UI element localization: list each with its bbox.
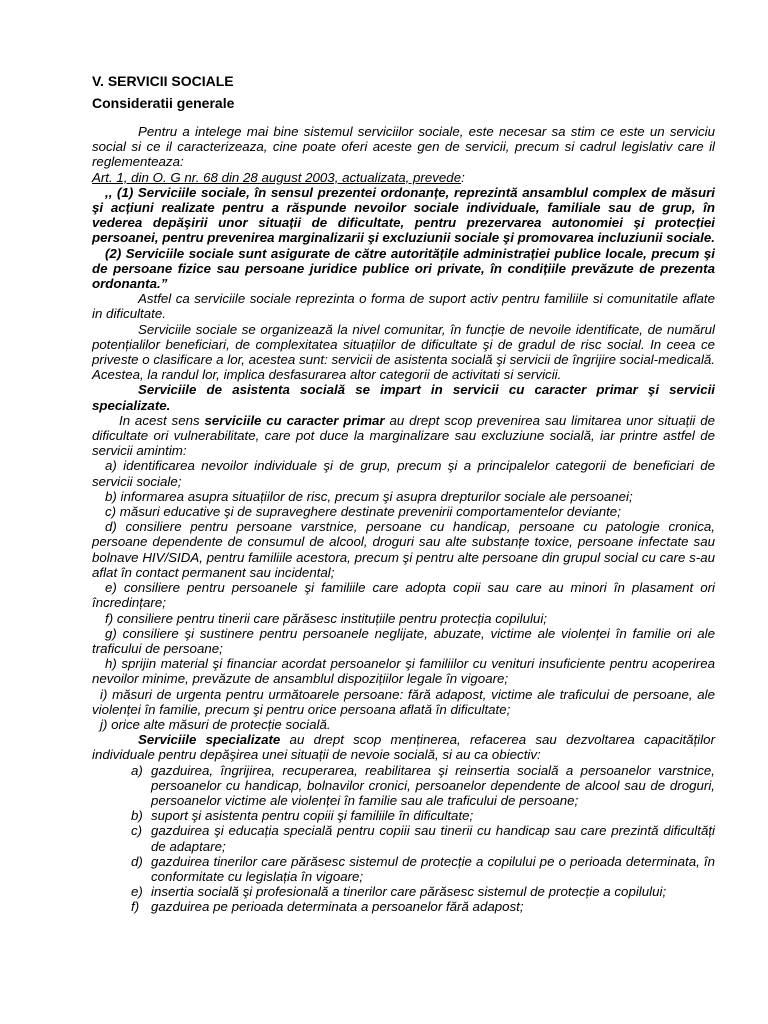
intro-paragraph: Pentru a intelege mai bine sistemul serviciilor sociale, este necesar sa stim ce este un serviciu social si ce il caracterizeaza, cine poate oferi aceste gen de servicii, precum si cadrul legislativ care il reglementeaza: [92, 124, 715, 170]
list-item: e) consiliere pentru persoanele şi familiile care adopta copii sau care au minori în plasament ori încredințare; [92, 580, 715, 611]
organization-paragraph: Serviciile sociale se organizează la nivel comunitar, în funcție de nevoile identificate, de numărul potențialilor beneficiari, de complexitatea situațiilor de dificultate şi de gradul de risc social. In ceea ce priveste o clasificare a lor, acestea sunt: servicii de asistenta socială şi servicii de îngrijire social-medicală. Acestea, la randul lor, implica desfasurarea altor categorii de activitati si servicii. [92, 321, 715, 383]
specialized-rest: au drept scop menținerea, refacerea sau dezvoltarea capacităților individuale pentru depăşirea unei situații de nevoie socială, si au ca obiectiv: [92, 732, 716, 763]
list-item: b) informarea asupra situațiilor de risc, precum şi asupra drepturilor sociale ale persoanei; [105, 488, 633, 504]
primary-services-list [92, 458, 715, 732]
list-text: gazduirea tinerilor care părăsesc sistemul de protecție a copilului pe o perioada determinata, în conformitate cu legislația în vigoare; [151, 853, 715, 884]
section-title: V. SERVICII SOCIALE [92, 73, 234, 89]
list-text: suport şi asistenta pentru copiii şi familiile în dificultate; [151, 808, 474, 824]
specialized-services-paragraph [92, 732, 715, 762]
list-item: j) orice alte măsuri de protecție socială. [100, 716, 331, 732]
subsection-title: Consideratii generale [92, 95, 235, 111]
list-item [92, 899, 715, 914]
division-paragraph: Serviciile de asistenta socială se impart in servicii cu caracter primar şi servicii specializate. [92, 382, 715, 413]
list-marker: f) [131, 899, 140, 915]
article-reference [92, 170, 715, 185]
specialized-bold: Serviciile specializate [138, 732, 281, 748]
law-quote-2: (2) Serviciile sociale sunt asigurate de către autoritățile administrației publice locale, precum şi de persoane fizice sau persoane juridice publice ori private, în condițiile prevăzute de prezenta ordonanta.” [92, 245, 715, 292]
list-item [92, 854, 715, 884]
list-item: c) măsuri educative şi de supraveghere destinate prevenirii comportamentelor deviante; [105, 504, 621, 520]
list-item: d) consiliere pentru persoane varstnice, persoane cu handicap, persoane cu patologie cronica, persoane dependente de consumul de alcool, droguri sau alte substanțe toxice, persoane infectate sau bolnave HIV/SIDA, pentru familiile acestora, precum şi pentru alte persoane din grupul social cu care s-au aflat în contact permanent sau incidental; [92, 519, 715, 580]
list-item: a) identificarea nevoilor individuale şi de grup, precum şi a principalelor categorii de beneficiari de servicii sociale; [92, 458, 715, 489]
list-item: f) consiliere pentru tinerii care părăsesc instituțiile pentru protecția copilului; [105, 610, 547, 626]
list-item [92, 823, 715, 853]
list-item [92, 884, 715, 899]
list-marker: d) [131, 853, 143, 869]
article-reference-text: Art. 1, din O. G nr. 68 din 28 august 2003, actualizata, prevede [92, 169, 462, 185]
support-paragraph: Astfel ca serviciile sociale reprezinta o forma de suport activ pentru familiile si comunitatile aflate in dificultate. [92, 291, 715, 322]
law-quote-1: ,, (1) Serviciile sociale, în sensul prezentei ordonanțe, reprezintă ansamblul complex de măsuri şi acțiuni realizate pentru a răspunde nevoilor sociale individuale, familiale sau de grup, în vederea depăşirii unor situații de dificultate, pentru prezervarea autonomiei şi protecției persoanei, pentru prevenirea marginalizarii şi excluziunii sociale şi promovarea incluziunii sociale. [92, 184, 715, 246]
list-item [92, 808, 715, 823]
list-item: i) măsuri de urgenta pentru următoarele persoane: fără adapost, victime ale traficului de persoane, ale violenței în familie, precum şi pentru orice persoana aflată în dificultate; [92, 686, 715, 717]
list-text: gazduirea pe perioada determinata a persoanelor fără adapost; [151, 899, 524, 915]
list-marker: b) [131, 808, 143, 824]
list-item: h) sprijin material şi financiar acordat persoanelor şi familiilor cu venituri insuficiente pentru acoperirea nevoilor minime, prevăzute de ansamblul dispozițiilor legale în vigoare; [92, 656, 715, 687]
article-reference-colon: : [461, 169, 465, 185]
list-marker: a) [131, 762, 143, 778]
list-text: insertia socială şi profesională a tinerilor care părăsesc sistemul de protecție a copilului; [151, 884, 667, 900]
list-text: gazduirea şi educația specială pentru copiii sau tinerii cu handicap sau care prezintă dificultăți de adaptare; [151, 823, 715, 854]
specialized-services-list [92, 763, 715, 915]
list-marker: e) [131, 884, 143, 900]
primary-lead: In acest sens [119, 412, 205, 428]
list-item: g) consiliere şi sustinere pentru persoanele neglijate, abuzate, victime ale violenței în familie ori ale traficului de persoane; [92, 625, 715, 656]
primary-services-paragraph [92, 413, 715, 459]
list-item [92, 763, 715, 809]
list-marker: c) [131, 823, 143, 839]
list-text: gazduirea, îngrijirea, recuperarea, reabilitarea şi reinsertia socială a persoanelor varstnice, persoanelor cu handicap, bolnavilor cronici, persoanelor dependente de alcool sau de droguri, persoanelor victime ale violenței în familie sau ale traficului de persoane; [151, 762, 715, 808]
primary-rest: au drept scop prevenirea sau limitarea unor situații de dificultate ori vulnerabilitate, care pot duce la marginalizare sau excluziune socială, iar printre astfel de servicii amintim: [92, 412, 716, 459]
primary-bold: serviciile cu caracter primar [204, 412, 385, 428]
document-page [92, 72, 715, 915]
